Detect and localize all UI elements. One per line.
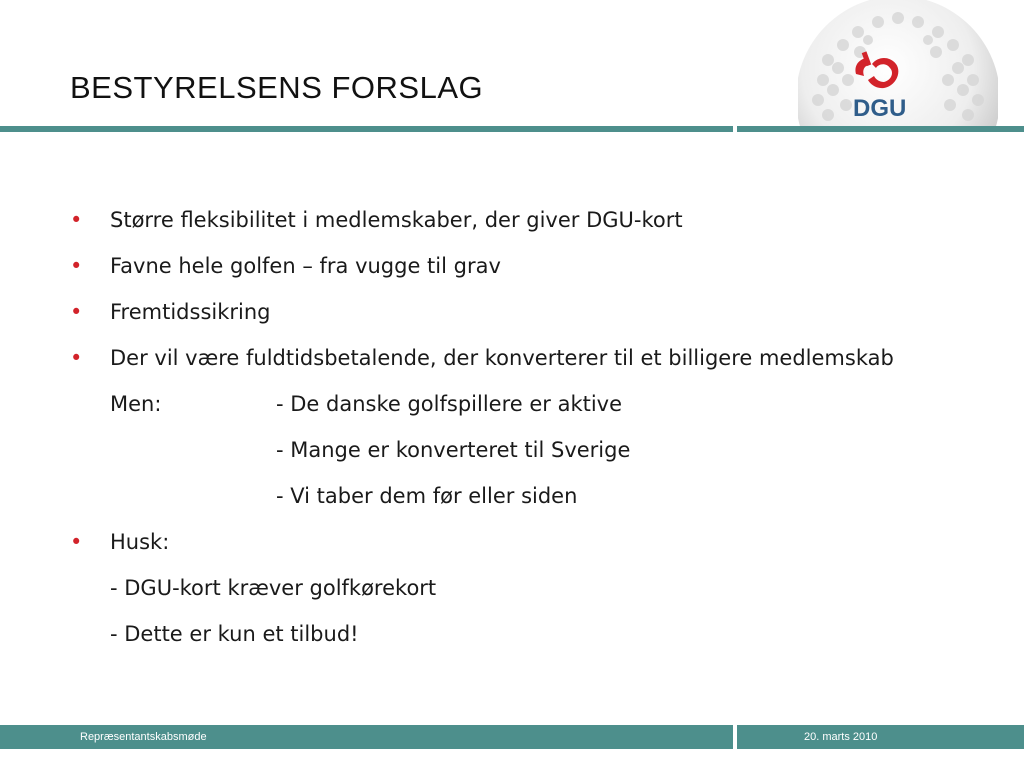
bullet-dot-icon: • (70, 254, 83, 278)
bullet-item (70, 296, 970, 329)
bullet-text: Husk: (110, 530, 170, 554)
bullet-dot-icon: • (70, 346, 83, 370)
slide-title: BESTYRELSENS FORSLAG (70, 70, 484, 105)
men-point: - Mange er konverteret til Sverige (276, 438, 631, 462)
footer-date: 20. marts 2010 (804, 731, 878, 743)
bullet-item (70, 250, 970, 283)
bullet-text: Der vil være fuldtidsbetalende, der konverterer til et billigere medlemskab (110, 346, 894, 370)
dgu-logo (798, 0, 998, 128)
bullet-dot-icon: • (70, 300, 83, 324)
footer-event-name: Repræsentantskabsmøde (80, 731, 207, 743)
header-divider-right (737, 126, 1024, 132)
bullet-text: Større fleksibilitet i medlemskaber, der giver DGU-kort (110, 208, 683, 232)
bullet-item (70, 526, 970, 559)
husk-point: - DGU-kort kræver golfkørekort (110, 576, 437, 600)
bullet-item (70, 204, 970, 237)
men-row (70, 388, 970, 421)
bullet-dot-icon: • (70, 208, 83, 232)
men-point: - De danske golfspillere er aktive (276, 392, 623, 416)
slide-body (70, 204, 970, 664)
bullet-text: Fremtidssikring (110, 300, 271, 324)
men-label: Men: (110, 392, 162, 416)
bullet-text: Favne hele golfen – fra vugge til grav (110, 254, 501, 278)
husk-point: - Dette er kun et tilbud! (110, 622, 359, 646)
men-point: - Vi taber dem før eller siden (276, 484, 578, 508)
header-divider-left (0, 126, 733, 132)
bullet-dot-icon: • (70, 530, 83, 554)
dgu-logo-text: DGU (853, 95, 907, 122)
golf-ball-logo-icon (798, 0, 998, 128)
footer-bar-right (737, 725, 1024, 749)
bullet-item (70, 342, 910, 375)
